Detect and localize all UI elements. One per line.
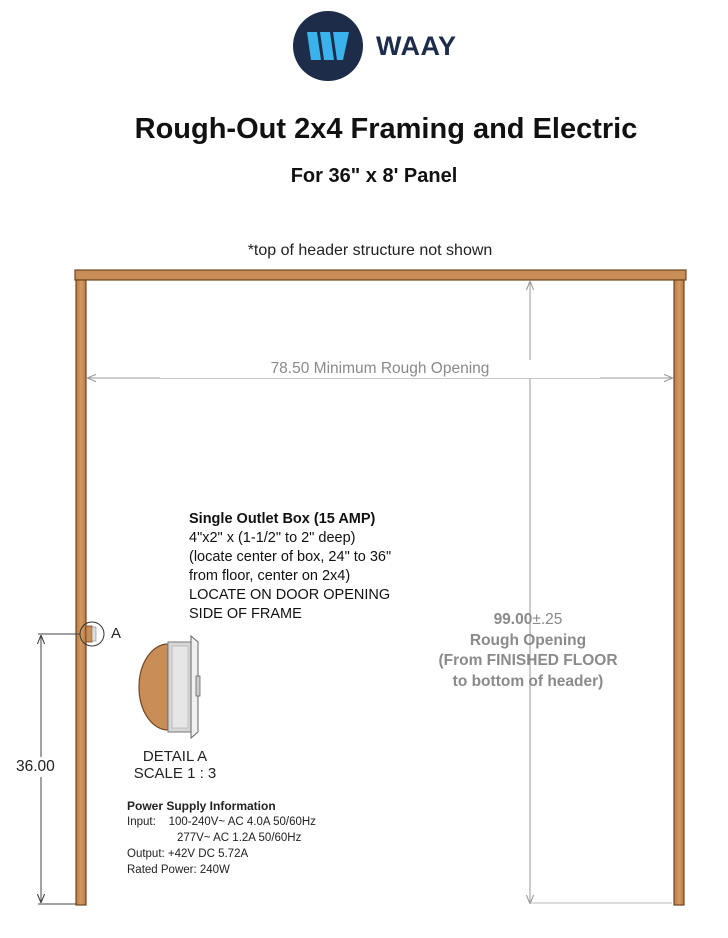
outlet-box-line: LOCATE ON DOOR OPENING [189,587,391,603]
rough-opening-tolerance: ±.25 [532,611,563,628]
brand-name: WAAY [376,31,457,61]
detail-a-outlet-box [139,636,200,738]
left-stud [76,280,86,905]
outlet-box-line: from floor, center on 2x4) [189,568,351,584]
outlet-box-heading: Single Outlet Box (15 AMP) [189,511,376,527]
header-note: *top of header structure not shown [247,242,493,259]
rough-opening-line: Rough Opening [469,631,587,649]
power-supply-info [127,798,316,878]
outlet-height-label: 36.00 [16,758,55,775]
rough-opening-line: (From FINISHED FLOOR [438,652,618,669]
power-output: Output: +42V DC 5.72A [127,848,249,860]
power-input-label: Input: [127,816,156,828]
outlet-box-notes [189,510,391,624]
outlet-box-line: 4"x2" x (1-1/2" to 2" deep) [189,530,356,546]
detail-a-caption [120,749,230,782]
page-title: Rough-Out 2x4 Framing and Electric [134,113,638,145]
min-opening-label: 78.50 Minimum Rough Opening [160,360,600,378]
power-rated: Rated Power: 240W [127,864,230,876]
detail-title: DETAIL A [142,748,208,765]
page-subtitle: For 36" x 8' Panel [290,165,458,187]
detail-scale: SCALE 1 : 3 [133,764,217,782]
rough-opening-label [428,610,628,692]
header-beam [75,270,686,280]
power-input-line-2: 277V~ AC 1.2A 50/60Hz [177,832,302,844]
outlet-box-line: (locate center of box, 24" to 36" [189,549,392,565]
detail-callout-label: A [111,625,122,642]
power-supply-heading: Power Supply Information [127,799,276,813]
right-stud [674,280,684,905]
outlet-box-line: SIDE OF FRAME [189,606,302,622]
rough-opening-value: 99.00 [493,611,533,628]
power-input-line-1: 100-240V~ AC 4.0A 50/60Hz [168,816,316,828]
rough-opening-line: to bottom of header) [452,672,604,690]
